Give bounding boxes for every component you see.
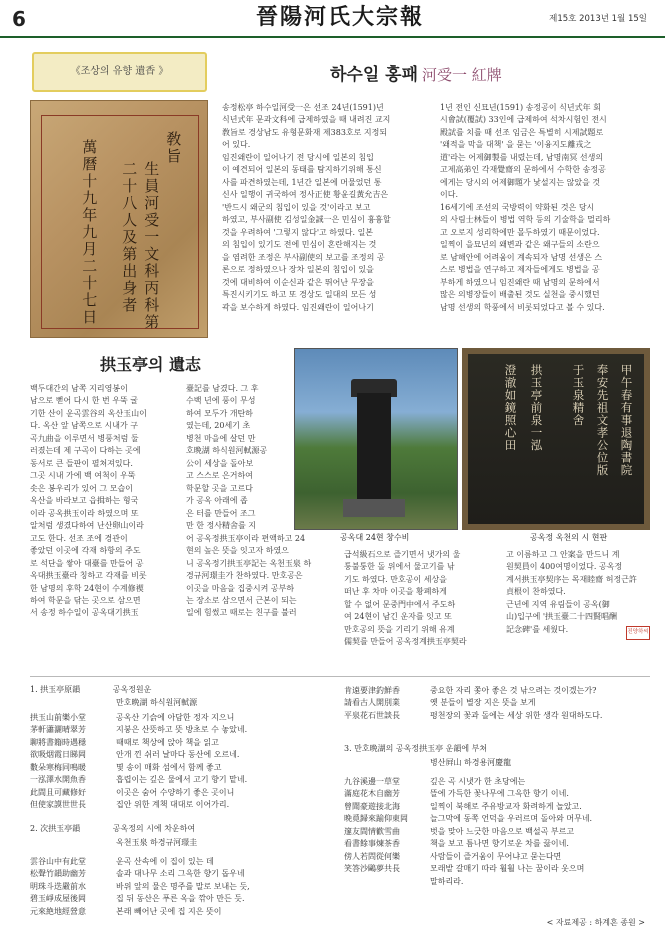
poem-line-han: 一泓澤水開魚香: [30, 775, 86, 785]
hongpae-text-col3: 二十八人及第出身者: [120, 161, 139, 314]
text-line: 16세기에 조선의 국방력이 약화된 것은 당시: [440, 202, 595, 212]
poem-line-han: 拱玉山前樂小堂: [30, 713, 86, 722]
poem-line-kor: 옛 분들이 별장 지은 뜻을 보게: [430, 698, 536, 708]
text-line: 한 남명의 후학 24현이 수계修禊: [30, 583, 144, 593]
text-line: 로 남해안에 어려움이 계속되자 남명 선생은 스: [440, 252, 603, 262]
text-line: 가 공옥 아래에 좁: [186, 496, 248, 506]
text-line: 이다.: [440, 190, 458, 200]
divider: [30, 676, 650, 677]
poem-line: [30, 762, 247, 774]
poem-line-han: 平泉花石世談長: [344, 710, 400, 720]
text-line: 많은 의병장들이 배출된 것도 실천을 중시했던: [440, 290, 600, 300]
text-line: 남으로 뻗어 다시 한 번 우뚝 굴: [30, 396, 138, 406]
stele-base: [343, 499, 405, 517]
text-line: 기한 산이 운곡雲谷의 옥산玉山이: [30, 408, 147, 418]
poem-line: [344, 838, 592, 850]
text-line: 부하게 하였으니 임진왜란 때 남명의 문하에서: [440, 277, 600, 287]
poem-line-han: 傍人若問從何樂: [344, 851, 400, 861]
text-line: 호晩湖 하식원河軾源공: [186, 446, 268, 456]
poem-line: [30, 774, 247, 786]
text-line: 敎旨로 경상남도 유형문화재 제383호로 지정되: [222, 127, 388, 137]
newspaper-title: 晉陽河氏大宗報: [255, 4, 424, 30]
poem-line: [30, 737, 247, 749]
text-line: 記念碑'를 세웠다.: [506, 624, 569, 634]
poem-line-kor: 집 뒤 동산은 푸른 옥을 깎아 만든 듯.: [116, 894, 245, 904]
text-line: 어 있다.: [222, 140, 251, 150]
text-line: 옥산을 바라보고 읍揖하는 형국: [30, 496, 139, 506]
text-line: 고 이름하고 그 안案을 만드니 계: [506, 550, 620, 559]
text-line: 은 터를 만들어 조그: [186, 508, 256, 518]
text-line: 것을 우려하여 '그렇지 않다'고 하였다. 일본: [222, 227, 374, 237]
poem-line-han: 數朵寒梅同鳴暖: [30, 762, 86, 772]
text-line: 殿試를 치를 때 선조 임금은 특별히 시제試題로: [440, 127, 604, 137]
poem-line-han: 肯遠要津釣鮮香: [344, 686, 400, 695]
text-line: 이 예견되어 일본의 동태를 탐지하기위해 통신: [222, 165, 382, 175]
text-line: 1년 전인 신묘년(1591) 송정공이 식년式年 회: [440, 103, 601, 112]
poem-line-kor: 평천장의 꽃과 돌에는 세상 위한 생각 원대하도다.: [430, 710, 603, 720]
article2-columnC: [344, 549, 494, 649]
poem-line-han: 松聲竹韻助幽芳: [30, 869, 86, 879]
poem-line-kor: 깊은 곡 시냇가 한 초당에는: [430, 777, 526, 786]
poem-line: [30, 868, 250, 880]
poem-line-han: [344, 876, 430, 888]
text-line: 하여 학문을 닦는 곳으로 삼으면: [30, 595, 141, 605]
text-line: 서 송정 하수일이 공옥대기拱玉: [30, 608, 139, 618]
poem1-head: [30, 685, 151, 696]
text-line: 원契員이 400여명이었다. 공옥정: [506, 562, 623, 572]
text-line: 식년式年 문과文科에 급제하였을 때 내려진 교지: [222, 115, 391, 125]
text-line: '왜적을 막을 대책' 을 묻는 '이융지도離戎之: [440, 140, 592, 150]
poem-line-kor: 공옥산 기슭에 아담한 정자 지으니: [116, 713, 235, 722]
hongpae-text-col4: 萬曆十九年九月二十七日: [80, 139, 99, 326]
poem-line-kor: 책을 보고 틈나면 향기로운 차를 끓이네.: [430, 839, 569, 849]
text-line: 것에 대비하여 이순신과 같은 뛰어난 무장을: [222, 277, 374, 287]
poem-line-kor: 사람들이 즐거움이 무어냐고 묻는다면: [430, 851, 562, 861]
poem-line: [344, 776, 592, 788]
article1-column2: [440, 102, 652, 314]
text-line: 의 사림士林들이 병법 역학 등의 기술학을 멀리하: [440, 215, 611, 225]
text-line: 러졌는데 제 구곡이 다하는 곳에: [30, 446, 141, 456]
poem-line-han: 但使家謨世世長: [30, 800, 86, 810]
text-line: 는 장소로 삼으면서 근본이 되는: [186, 595, 297, 605]
poem-line-kor: 흡렵이는 깊은 물에서 고기 향기 맡네.: [116, 775, 248, 785]
text-line: 貞根이 찬하였다.: [506, 587, 566, 597]
text-line: 송정松亭 하수일河受一은 선조 24년(1591)년: [222, 103, 384, 112]
poem-line-han: 請看古人開別業: [344, 698, 400, 708]
article2-columnD: [506, 549, 654, 636]
poem1-head-han: 1. 拱玉亭原韻: [30, 685, 81, 694]
text-line: 백두대간의 남쪽 지리영봉이: [30, 384, 128, 393]
text-line: 기도 하였다. 만호공이 세상을: [344, 574, 447, 584]
text-line: 을 염려한 조정은 부사副使의 보고를 조정의 공: [222, 252, 385, 262]
text-line: 현의 높은 뜻을 잇고자 하였으: [186, 546, 289, 556]
poem-line-kor: 운곡 산속에 이 집이 있는 데: [116, 857, 214, 866]
hongpae-text-col2: 生員河受一文科丙科第: [142, 161, 161, 331]
poem-line-kor: 이곳은 숨어 수양하기 좋은 곳이니: [116, 787, 235, 797]
poem-line: [30, 906, 250, 918]
poem-line-han: 雲谷山中有此堂: [30, 857, 86, 866]
poem-line: [344, 863, 592, 875]
text-line: 고도 한다. 선조 조에 경관이: [30, 533, 128, 543]
section-label: [32, 52, 207, 92]
article2-columnA: [30, 383, 180, 620]
poem-line-kor: 뜰에 가득한 꽃나무에 그윽한 향기 이네.: [430, 789, 569, 799]
poem-line-kor: 집안 위한 계책 대대로 이어가리.: [116, 800, 230, 810]
poem-line-han: 晩覓歸來踰仰東岡: [344, 814, 408, 824]
text-line: 山)입구에 '拱玉臺二十四賢唱酬: [506, 612, 618, 622]
poem-line: [344, 851, 592, 863]
text-line: 병천 마을에 살던 만: [186, 433, 256, 443]
poem2-head-han: 2. 次拱玉亭韻: [30, 824, 81, 833]
poem-line: [30, 881, 250, 893]
poem-line-han: 看書餘事煉茶香: [344, 839, 400, 849]
poem-line-kor: 안개 낀 쉬러 날마다 동산에 오르네.: [116, 750, 240, 760]
poem-line-han: 聊將書籍時遇穩: [30, 737, 86, 747]
poem-line-han: 茅軒瀟灑晴翠芳: [30, 725, 86, 735]
text-line: 였는데, 20세기 초: [186, 421, 251, 431]
poem-line: [344, 697, 602, 709]
poem-line-kor: 지붕은 산뜻하고 뜻 방초로 수 놓았네.: [116, 725, 248, 735]
poem-line-han: 滿庭花木自幽芳: [344, 789, 400, 799]
poem-line-kor: 때때로 책상에 앉아 책을 읽고: [116, 737, 219, 747]
poem4-lines: [344, 776, 592, 888]
poem-line-kor: 본래 빼어난 곳에 집 지은 뜻이: [116, 906, 222, 916]
text-line: 할 수 없어 문중門中에서 주도하: [344, 599, 456, 609]
signboard-col3: 于玉泉精舍: [571, 364, 586, 427]
poem-line-kor: 모래밭 갈매기 따라 훨훨 나는 꿈이라 웃으며: [430, 864, 585, 874]
text-line: 하여 모두가 개탄하: [186, 408, 253, 418]
poem-line-kor: 바위 앞의 물은 명주를 말로 보내는 듯,: [116, 881, 250, 891]
poem-line-han: 九谷溪邊一草堂: [344, 777, 400, 786]
poem-line: [30, 856, 250, 868]
text-line: 솟은 봉우리가 있어 그 모습이: [30, 483, 133, 493]
text-line: 떠난 후 차마 이곳을 황폐하게: [344, 587, 447, 597]
article1-title-han: 河受一 紅牌: [422, 66, 502, 84]
article1-title: [330, 64, 502, 87]
signboard-col5: 澄澈如鏡照心田: [503, 364, 518, 452]
text-line: 이곳을 마음을 집중시켜 공부하: [186, 583, 295, 593]
poem-line-han: 碧玉崢成屋後岡: [30, 894, 86, 904]
publisher-stamp: 진양하씨: [626, 626, 650, 640]
poem-line: [30, 799, 247, 811]
text-line: 론으로 정하였으나 장차 일본의 침입이 있을: [222, 265, 374, 275]
article1-column1: [222, 102, 432, 314]
text-line: 동서로 큰 들판이 펼쳐져있다.: [30, 458, 133, 468]
text-line: 만호공의 뜻을 기리기 위해 유계: [344, 624, 455, 634]
photo2-caption: 공옥정 옥천의 시 현판: [530, 533, 608, 542]
text-line: 그곳 시내 가에 백 여척이 우뚝: [30, 471, 136, 481]
poem-line-kor: 솔과 대나무 소리 그윽한 향기 돕우네: [116, 869, 245, 879]
text-line: 일찍이 을묘년의 왜변과 같은 왜구들의 소란으: [440, 240, 600, 250]
hongpae-text-col1: 敎旨: [164, 131, 183, 165]
poem-line-kor: 말하리라.: [430, 876, 464, 886]
text-line: 로 석단을 쌓아 대臺를 만들어 공: [30, 558, 144, 568]
text-line: 곽을 보수하게 하였다. 임진왜란이 일어나기: [222, 302, 374, 312]
text-line: 이라 공옥拱玉이라 하였으며 또: [30, 508, 139, 518]
poem-line: [344, 826, 592, 838]
source-credit: < 자료제공 : 하계흔 종원 >: [546, 918, 645, 927]
text-line: 일에 힘썼고 때로는 친구를 불러: [186, 608, 297, 618]
poem-line: [344, 710, 602, 722]
poem-line: [30, 787, 247, 799]
text-line: 儒契를 만들어 공옥정계拱玉亭契라: [344, 637, 467, 647]
poem-line: [344, 801, 592, 813]
text-line: 니 공옥정기拱玉亭記는 옥천玉泉 하: [186, 558, 312, 568]
text-line: 남명 선생의 학풍에서 비롯되었다고 볼 수 있다.: [440, 302, 605, 312]
poem-line-han: 元來絶地經營意: [30, 906, 86, 916]
poem-line: [344, 813, 592, 825]
text-line: 옥대拱玉臺라 칭하고 각재를 비롯: [30, 571, 147, 581]
poem-line: [30, 749, 247, 761]
poem2-author: 옥천玉泉 하경규河璟圭: [116, 838, 198, 847]
masthead: [0, 0, 665, 38]
poem-line-han: 邃友間情歡雪曲: [344, 826, 400, 836]
poem-line-han: 明珠斗迭嚴前水: [30, 881, 86, 891]
article1-title-kor: 하수일 홍패: [330, 65, 419, 85]
poem-line: [30, 712, 247, 724]
poem-line: [30, 893, 250, 905]
poem3-lines: [344, 685, 602, 722]
text-line: 계서拱玉亭契序는 목재睦齋 허정근許: [506, 574, 637, 584]
text-line: 하였고, 부사副使 김성일金誠一은 민심이 흉흉할: [222, 215, 391, 225]
poem-line-kor: 몇 송이 매화 섬에서 함께 좋고: [116, 762, 222, 772]
poem-line: [344, 788, 592, 800]
photo1-caption: 공옥대 24현 창수비: [340, 533, 410, 542]
text-line: 수백 년에 풍이 무성: [186, 396, 256, 406]
poem-line-kor: 일찍이 북해로 주유방교자 화려하게 놀았고.: [430, 801, 582, 811]
text-line: 곡九曲을 이루면서 병풍처럼 둘: [30, 433, 139, 443]
text-line: 다. 옥산 앞 남쪽으로 시내가 구: [30, 421, 138, 431]
text-line: 시會試(覆試) 33인에 급제하여 석차시험인 전시: [440, 115, 607, 125]
poem-line-kor: 늘그막에 동쪽 언덕을 우러르며 돌아와 머무네.: [430, 814, 593, 824]
text-line: 臺記를 남겼다. 그 후: [186, 384, 259, 393]
poem4-head: 3. 만호晩湖의 공옥정拱玉亭 운韻에 부쳐: [344, 744, 488, 753]
text-line: 고제高弟인 각재覺齋의 문하에서 수학한 송정공: [440, 165, 606, 175]
text-line: 급석級石으로 즐기면서 냇가의 울: [344, 550, 461, 559]
page-number: 6: [12, 7, 26, 31]
poem2-head-kor: 공옥정의 시에 차운하여: [112, 824, 196, 833]
text-line: 좋았던 이곳에 각재 하항의 주도: [30, 546, 141, 556]
stele-body: [357, 393, 391, 501]
poem-line-han: 笑答沙鷗夢共長: [344, 864, 400, 874]
signboard-col2: 奉安先祖文孝公位版: [595, 364, 610, 477]
poem-line-kor: 중요한 자리 쫓아 좋은 것 낚으려는 것이겠는가?: [430, 686, 597, 695]
text-line: 특진시키기도 하고 또 경상도 일대의 모든 성: [222, 290, 377, 300]
signboard-col1: 甲午春有事退陶書院: [619, 364, 634, 477]
text-line: 스로 병법을 연구하고 제자들에게도 병법을 공: [440, 265, 600, 275]
text-line: 신사 일행이 귀국하여 정사正使 황윤길黃允吉은: [222, 190, 389, 200]
text-line: 公이 세상을 돌아보: [186, 458, 254, 468]
text-line: 근년에 지역 유림들이 공옥(御: [506, 599, 610, 609]
poem-line-kor: 벗을 맞아 느긋한 마음으로 백설곡 부르고: [430, 826, 575, 836]
poem-line: [344, 685, 602, 697]
text-line: 사를 파견하였는데, 1년간 일본에 머물었던 통: [222, 177, 382, 187]
poem2-head: [30, 824, 195, 835]
text-line: 고 오로지 성리학에만 몰두하였기 때문이었다.: [440, 227, 600, 237]
text-line: 학문할 곳을 고르다: [186, 483, 253, 493]
text-line: 여 24현이 남긴 운자를 잇고 또: [344, 612, 452, 622]
text-line: 알처럼 생겼다하여 난산卵山이라: [30, 521, 144, 531]
poem1-head-kor: 공옥정원운: [112, 685, 152, 694]
poem-line: [30, 724, 247, 736]
poem-line-han: 曾聞豪遊接北海: [344, 801, 400, 811]
poem1-author: 만호晩湖 하식원河軾源: [116, 698, 198, 707]
article2-columnB: [186, 383, 336, 620]
poem2-lines: [30, 856, 250, 918]
text-line: 퉁불퉁한 돌 위에서 물고기를 낚: [344, 562, 455, 572]
text-line: 道'라는 어제御製를 내렸는데, 남명南冥 선생의: [440, 152, 604, 162]
text-line: 에게는 당시의 어제御題가 낯설지는 않았을 것: [440, 177, 601, 187]
text-line: 만 한 정사精舍를 지: [186, 521, 256, 531]
poem4-author: 병산屛山 하경용河慶龍: [430, 758, 512, 767]
text-line: 어 공옥정拱玉亭이라 편액하고 24: [186, 533, 306, 543]
text-line: 경규河璟圭가 찬하였다. 만호공은: [186, 571, 303, 581]
text-line: 의 침입이 있기도 전에 민심이 혼란해지는 것: [222, 240, 377, 250]
article2-title: 拱玉亭의 遺志: [100, 355, 202, 374]
poem-line-han: 欲吸烟霞日睇岡: [30, 750, 86, 760]
poem-line: [344, 876, 592, 888]
text-line: 임진왜란이 일어나기 전 당시에 일본의 침입: [222, 152, 374, 162]
text-line: 고 스스로 은거하여: [186, 471, 253, 481]
issue-date: 제15호 2013년 1월 15일: [549, 14, 647, 24]
poem1-lines: [30, 712, 247, 812]
signboard-col4: 拱玉亭前泉一泓: [529, 364, 544, 452]
signboard-photo: [462, 348, 650, 530]
hongpae-photo: [30, 100, 208, 338]
text-line: '반드시 왜군의 침입이 있을 것'이라고 보고: [222, 202, 371, 212]
section-label-text: 《조상의 유향 遺香 》: [70, 66, 169, 78]
poem-line-han: 此間且可藏修好: [30, 787, 86, 797]
